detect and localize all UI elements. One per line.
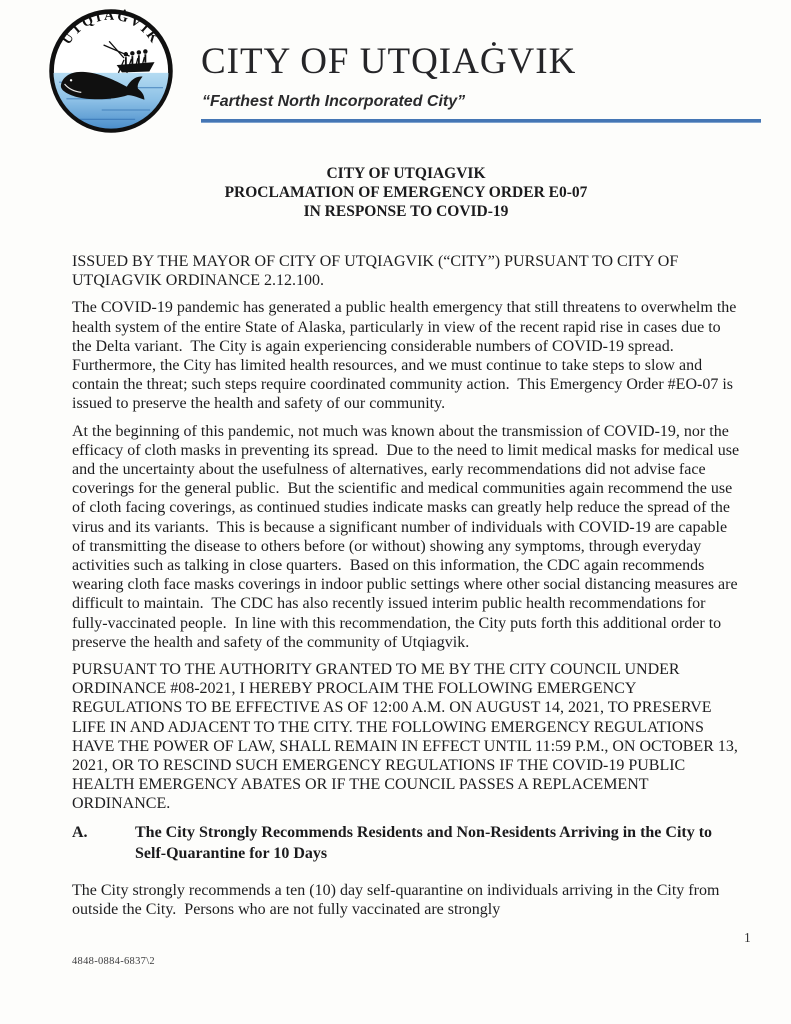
paragraph-pandemic-emergency: The COVID-19 pandemic has generated a public health emergency that still threatens to overwhelm the health system of the entire State of Alaska, particularly in view of the recent rapid rise in cases due to the Delta variant. The City is again experiencing considerable numbers of COVID-19 spread. Furthermore, the City has limited health resources, and we must continue to take steps to slow and contain the threat; such steps require coordinated community action. This Emergency Order #EO-07 is issued to preserve the health and safety of our community. — [72, 299, 741, 413]
letterhead-title: CITY OF UTQIAĠVIK — [201, 41, 577, 82]
paragraph-self-quarantine: The City strongly recommends a ten (10) day self-quarantine on individuals arriving in the City from outside the City. Persons who are not fully vaccinated are strongly — [72, 881, 724, 918]
section-a-title: The City Strongly Recommends Residents and Non-Residents Arriving in the City to Self-Quarantine for 10 Days — [135, 823, 713, 863]
footer-doc-number: 4848-0884-6837\2 — [72, 956, 155, 967]
seal-arc-text: UTQIAĠVIK — [59, 8, 163, 48]
paragraph-proclamation-authority: PURSUANT TO THE AUTHORITY GRANTED TO ME BY THE CITY COUNCIL UNDER ORDINANCE #08-2021, I HEREBY PROCLAIM THE FOLLOWING EMERGENCY REGULATIONS TO BE EFFECTIVE AS OF 12:00 A.M. ON AUGUST 14, 2021, TO PRESERVE LIFE IN AND ADJACENT TO THE CITY. THE FOLLOWING EMERGENCY REGULATIONS HAVE THE POWER OF LAW, SHALL REMAIN IN EFFECT UNTIL 11:59 P.M., ON OCTOBER 13, 2021, OR TO RESCIND SUCH EMERGENCY REGULATIONS IF THE COVID-19 PUBLIC HEALTH EMERGENCY ABATES OR IF THE COUNCIL PASSES A REPLACEMENT ORDINANCE. — [72, 661, 746, 813]
letterhead-tagline: “Farthest North Incorporated City” — [202, 93, 466, 110]
doc-heading-line-3: IN RESPONSE TO COVID-19 — [303, 203, 509, 220]
section-a-label: A. — [72, 823, 88, 841]
city-seal — [46, 6, 176, 136]
document-body — [72, 164, 746, 927]
section-a-heading — [72, 822, 740, 865]
doc-heading-line-1: CITY OF UTQIAGVIK — [326, 165, 486, 182]
doc-heading-line-2: PROCLAMATION OF EMERGENCY ORDER E0-07 — [224, 184, 588, 201]
paragraph-issued-by: ISSUED BY THE MAYOR OF CITY OF UTQIAGVIK (“CITY”) PURSUANT TO CITY OF UTQIAGVIK ORDINANCE 2.12.100. — [72, 253, 683, 290]
document-heading — [72, 164, 740, 221]
paragraph-mask-background: At the beginning of this pandemic, not much was known about the transmission of COVID-19, nor the efficacy of cloth masks in preventing its spread. Due to the need to limit medical masks for medical use and the uncertainty about the usefulness of alternatives, early recommendations did not advise face coverings for the general public. But the scientific and medical communities again recommend the use of cloth facing coverings, as continued studies indicate masks can greatly help reduce the spread of the virus and its variants. This is because a significant number of individuals with COVID-19 are capable of transmitting the disease to others before (or without) showing any symptoms, through everyday activities such as talking in close quarters. Based on this information, the CDC again recommends wearing cloth face masks coverings in indoor public settings where other social distancing measures are difficult to maintain. The CDC has also recently issued interim public health recommendations for fully-vaccinated people. In line with this recommendation, the City puts forth this additional order to preserve the health and safety of the community of Utqiagvik. — [72, 422, 744, 651]
page-number: 1 — [744, 930, 751, 945]
letterhead-rule — [201, 119, 761, 123]
